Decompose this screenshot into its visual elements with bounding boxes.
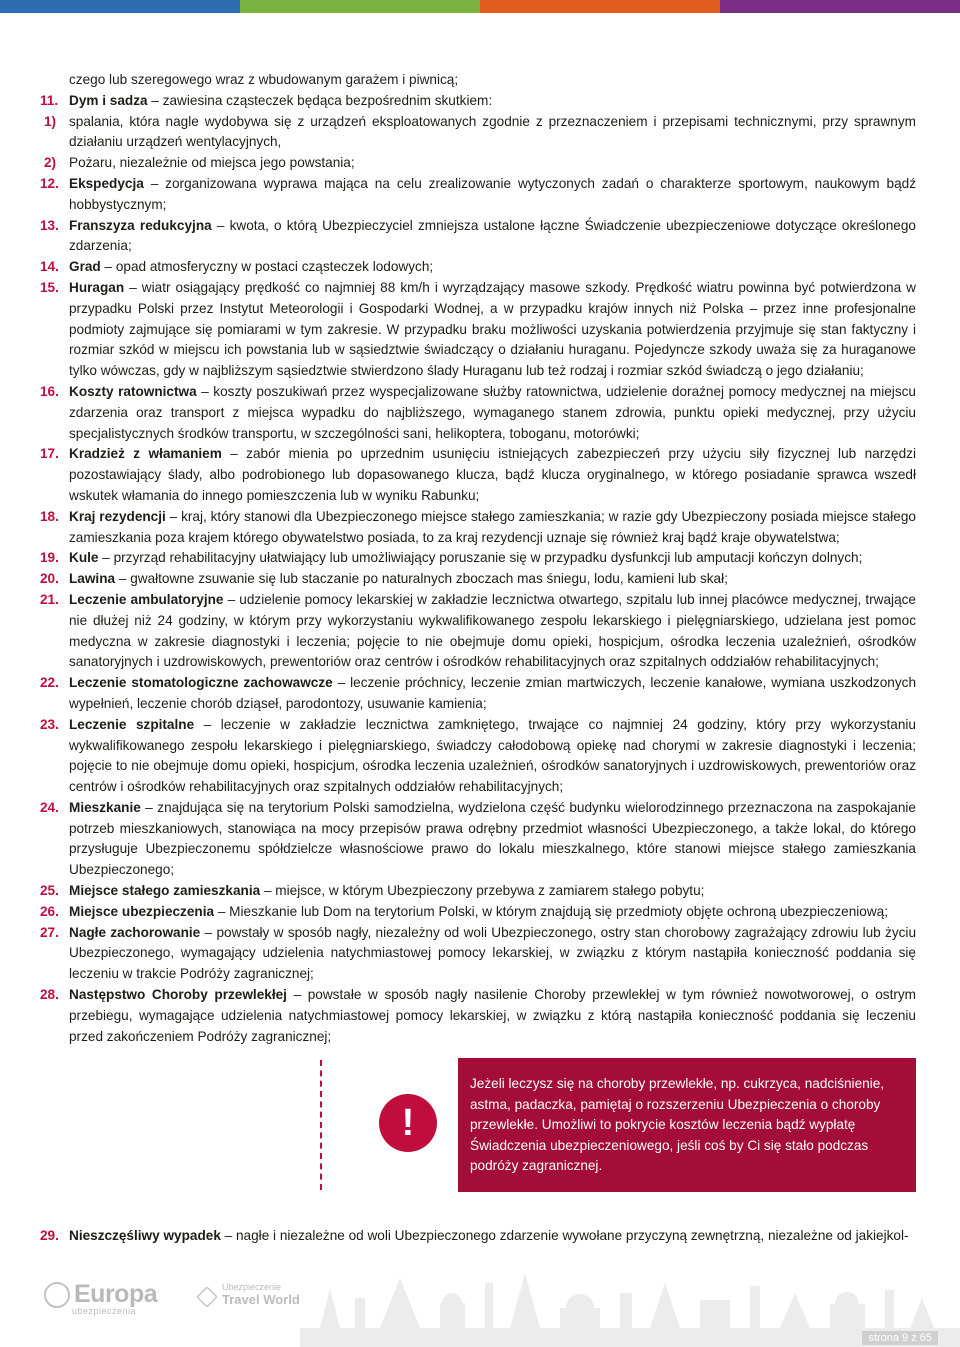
logo-subtitle: ubezpieczenia <box>72 1306 137 1316</box>
definition-term: Huragan <box>69 279 125 295</box>
definition-term: Następstwo Choroby przewlekłej <box>69 987 287 1003</box>
definition-item: 18. Kraj rezydencji – kraj, który stanowi dla Ubezpieczonego miejsce stałego zamieszkania; w razie gdy Ubezpieczony posiada miejsce stałego zamieszkania poza krajem którego obywatelstwo posiada, to za kraj rezydencji uznaje się również kraj bądź kraje obywatelstwa; <box>40 508 916 545</box>
color-stripe <box>0 0 960 13</box>
definition-item: 25. Miejsce stałego zamieszkania – miejsce, w którym Ubezpieczony przebywa z zamiarem stałego pobytu; <box>40 883 705 899</box>
definitions-list-continued <box>40 1226 916 1247</box>
definition-term: Kraj rezydencji <box>69 508 166 524</box>
definition-term: Ekspedycja <box>69 175 144 191</box>
diamond-icon <box>196 1286 218 1308</box>
landmarks-skyline-illustration <box>300 1268 960 1347</box>
definition-item: 20. Lawina – gwałtowne zsuwanie się lub staczanie po naturalnych zboczach mas śniegu, lodu, kamieni lub skał; <box>40 571 728 587</box>
definition-term: Dym i sadza <box>69 92 148 108</box>
definition-item: 13. Franszyza redukcyjna – kwota, o którą Ubezpieczyciel zmniejsza ustalone łączne Świadczenie ubezpieczeniowe dotyczące określonego zdarzenia; <box>40 217 916 254</box>
definition-item: 28. Następstwo Choroby przewlekłej – powstałe w sposób nagły nasilenie Choroby przewlekłej w tym również nowotworowej, o ostrym przebiegu, wymagające udzielenia natychmiastowej pomocy lekarskiej, w związku z którą nastąpiła konieczność poddania się leczeniu przed zakończeniem Podróży zagranicznej; <box>40 987 917 1044</box>
page-number: strona 9 z 65 <box>862 1331 938 1345</box>
stripe-purple <box>720 0 960 13</box>
exclamation-icon: ! <box>379 1094 437 1152</box>
definition-item: 17. Kradzież z włamaniem – zabór mienia po uprzednim usunięciu istniejących zabezpieczeń przy użyciu siły fizycznej lub narzędzi pozostawiający ślady, albo podrobionego lub dopasowanego klucza, bądź klucza oryginalnego, w którego posiadanie sprawca wszedł wskutek włamania do innego pomieszczenia lub w wyniku Rabunku; <box>40 446 916 503</box>
definition-item: 15. Huragan – wiatr osiągający prędkość co najmniej 88 km/h i wyrządzający masowe szkody. Prędkość wiatru powinna być potwierdzona w przypadku Polski przez Instytut Meteorologii i Gospodarki Wodnej, a w przypadku krajów innych niż Polska – przez inne profesjonalne podmioty zajmujące się pomiarami w tym zakresie. W przypadku braku możliwości uzyskania potwierdzenia przyjmuje się stan faktyczny i rozmiar szkód w miejscu ich powstania lub w sąsiedztwie świadczący o działaniu huraganu. Pojedyncze szkody uważa się za huraganowe tylko wówczas, gdy w najbliższym sąsiedztwie stwierdzono ślady Huraganu lub też rodzaj i rozmiar szkód świadczą o jego działaniu; <box>40 279 916 379</box>
definition-term: Koszty ratownictwa <box>69 383 197 399</box>
definition-item: 22. Leczenie stomatologiczne zachowawcze – leczenie próchnicy, leczenie zmian martwiczych, leczenie kanałowe, wymiana uszkodzonych wypełnień, leczenie chorób dziąseł, parodontozy, usuwanie kamienia; <box>40 675 917 711</box>
definition-term: Miejsce stałego zamieszkania <box>69 883 261 899</box>
definition-item: 19. Kule – przyrząd rehabilitacyjny ułatwiający lub umożliwiający poruszanie się w przypadku dysfunkcji lub amputacji kończyn dolnych; <box>40 550 863 566</box>
dashed-divider <box>320 1060 322 1190</box>
info-note <box>320 1058 916 1192</box>
definition-term: Franszyza redukcyjna <box>69 217 212 233</box>
definitions-list <box>40 70 916 1047</box>
definition-term: Leczenie ambulatoryjne <box>69 591 224 607</box>
definition-term: Kradzież z włamaniem <box>69 446 222 462</box>
definition-term: Leczenie szpitalne <box>69 716 195 732</box>
definition-term: Grad <box>69 259 101 275</box>
definition-item: 26. Miejsce ubezpieczenia – Mieszkanie lub Dom na terytorium Polski, w którym znajdują się przedmioty objęte ochroną ubezpieczeniową; <box>40 903 889 919</box>
definition-term: Miejsce ubezpieczenia <box>69 903 215 919</box>
definition-item: 29. Nieszczęśliwy wypadek – nagłe i niezależne od woli Ubezpieczonego zdarzenie wywołane przyczyną zewnętrzną, niezależne od jakiejkol- <box>40 1228 909 1243</box>
definition-term: Kule <box>69 550 99 566</box>
definition-item: 23. Leczenie szpitalne – leczenie w zakładzie lecznictwa zamkniętego, trwające co najmniej 24 godziny, który przy wykorzystaniu wykwalifikowanego zespołu lekarskiego i pielęgniarskiego, świadczy całodobową opiekę nad chorymi w zakresie diagnostyki i leczenia; pojęcie to nie obejmuje domu opieki, hospicjum, ośrodka leczenia uzależnień, ośrodków sanatoryjnych i uzdrowiskowych, prewentoriów oraz centrów i ośrodków rehabilitacyjnych oraz szpitalnych oddziałów rehabilitacyjnych; <box>40 716 916 795</box>
definition-item: 12. Ekspedycja – zorganizowana wyprawa mająca na celu zrealizowanie wytyczonych zadań o charakterze sportowym, naukowym bądź hobbystycznym; <box>40 175 916 212</box>
footer: Europa ubezpieczenia Ubezpieczenie Travel World strona 9 z 65 <box>0 1268 960 1347</box>
stripe-green <box>240 0 480 13</box>
definition-subitem: 2) Pożaru, niezależnie od miejsca jego powstania; <box>44 155 355 171</box>
stripe-blue <box>0 0 240 13</box>
definition-term: Lawina <box>69 571 116 587</box>
definition-item: 14. Grad – opad atmosferyczny w postaci cząsteczek lodowych; <box>40 259 434 275</box>
definition-item: 16. Koszty ratownictwa – koszty poszukiwań przez wyspecjalizowane służby ratownictwa, udzielenie doraźnej pomocy medycznej na miejscu zdarzenia oraz transport z miejsca wypadku do najbliższego, wymaganego stanem zdrowia, punktu opieki medycznej, przy użyciu specjalistycznych środków transportu, w szczególności sani, helikoptera, toboganu, motorówki; <box>40 383 916 441</box>
europa-logo: Europa <box>44 1280 157 1309</box>
definition-term: Nieszczęśliwy wypadek <box>69 1228 221 1243</box>
continuation-text: czego lub szeregowego wraz z wbudowanym garażem i piwnicą; <box>69 72 459 87</box>
definition-item: 24. Mieszkanie – znajdująca się na terytorium Polski samodzielna, wydzielona część budynku wielorodzinnego przeznaczona na zaspokajanie potrzeb mieszkaniowych, stanowiąca na mocy przepisów prawa odrębny przedmiot własności Ubezpieczonego, a także lokal, do którego przysługuje Ubezpieczonemu spółdzielcze własnościowe prawo do lokalu mieszkalnego, które stanowi miejsce stałego zamieszkania Ubezpieczonego; <box>40 799 916 878</box>
definition-item: 27. Nagłe zachorowanie – powstały w sposób nagły, niezależny od woli Ubezpieczonego, ostry stan chorobowy zagrażający zdrowiu lub życiu Ubezpieczonego, wymagający udzielenia natychmiastowej pomocy lekarskiej, w związku z którym nastąpiła konieczność poddania się leczeniu w trakcie Podróży zagranicznej; <box>40 924 917 982</box>
stripe-orange <box>480 0 720 13</box>
definition-subitem: 1) spalania, która nagle wydobywa się z urządzeń eksploatowanych zgodnie z przeznaczeniem i przepisami technicznymi, przy sprawnym działaniu urządzeń wentylacyjnych, <box>44 113 916 150</box>
definition-term: Nagłe zachorowanie <box>69 924 201 940</box>
definition-term: Leczenie stomatologiczne zachowawcze <box>69 675 333 691</box>
note-box: Jeżeli leczysz się na choroby przewlekłe, np. cukrzyca, nadciśnienie, astma, padaczka, pamiętaj o rozszerzeniu Ubezpieczenia o choroby przewlekłe. Umożliwi to pokrycie kosztów leczenia bądź wypłatę Świadczenia ubezpieczeniowego, jeśli coś by Ci się stało podczas podróży zagranicznej. <box>458 1058 916 1192</box>
definition-item: 21. Leczenie ambulatoryjne – udzielenie pomocy lekarskiej w zakładzie lecznictwa otwartego, szpitalu lub innej placówce medycznej, trwające nie dłużej niż 24 godziny, w którym przy wykorzystaniu wykwalifikowanego zespołu lekarskiego i pielęgniarskiego, udzielana jest pomoc medyczna w zakresie diagnostyki i leczenia; pojęcie to nie obejmuje domu opieki, hospicjum, ośrodka leczenia uzależnień, ośrodków sanatoryjnych i uzdrowiskowych, prewentoriów oraz centrów i ośrodków rehabilitacyjnych oraz szpitalnych oddziałów rehabilitacyjnych; <box>40 591 916 670</box>
globe-icon <box>44 1282 70 1308</box>
definition-term: Mieszkanie <box>69 799 141 815</box>
definition-item: 11. Dym i sadza – zawiesina cząsteczek będąca bezpośrednim skutkiem: <box>40 92 493 108</box>
